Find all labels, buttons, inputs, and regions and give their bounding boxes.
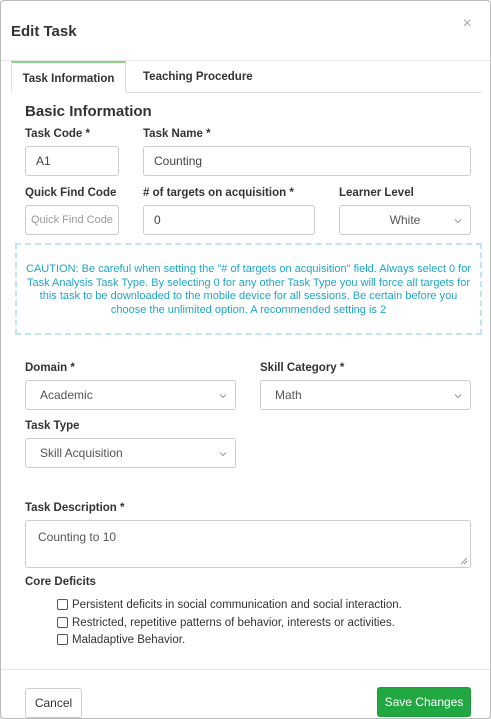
tab-bar bbox=[11, 61, 481, 93]
chevron-down-icon bbox=[219, 392, 227, 400]
checkbox[interactable] bbox=[57, 617, 68, 628]
checkbox[interactable] bbox=[57, 599, 68, 610]
chevron-down-icon bbox=[454, 217, 462, 225]
domain-select[interactable] bbox=[25, 380, 236, 410]
chevron-down-icon bbox=[219, 450, 227, 458]
core-deficit-label: Restricted, repetitive patterns of behavior, interests or activities. bbox=[72, 617, 395, 629]
resize-handle-icon[interactable] bbox=[460, 557, 468, 565]
task-description-value: Counting to 10 bbox=[38, 530, 117, 544]
learner-level-label: Learner Level bbox=[339, 187, 414, 199]
targets-input[interactable] bbox=[143, 205, 315, 235]
close-icon[interactable]: × bbox=[462, 15, 472, 32]
domain-label: Domain * bbox=[25, 362, 75, 374]
task-code-label: Task Code * bbox=[25, 128, 90, 140]
cancel-button[interactable]: Cancel bbox=[25, 688, 82, 718]
save-changes-button[interactable]: Save Changes bbox=[377, 687, 471, 717]
domain-value: Academic bbox=[40, 388, 93, 402]
core-deficit-label: Persistent deficits in social communication and social interaction. bbox=[72, 599, 402, 611]
modal-header bbox=[1, 1, 490, 61]
modal-title: Edit Task bbox=[11, 23, 77, 40]
task-name-label: Task Name * bbox=[143, 128, 211, 140]
core-deficit-label: Maladaptive Behavior. bbox=[72, 634, 186, 646]
core-deficits-label: Core Deficits bbox=[25, 576, 96, 588]
task-name-input[interactable] bbox=[143, 146, 471, 176]
task-type-value: Skill Acquisition bbox=[40, 446, 123, 460]
caution-notice: CAUTION: Be careful when setting the "# of targets on acquisition" field. Always select 0 for Task Analysis Task Type. By selecting 0 for any other Task Type you will force all targets for this task to be downloaded to the mobile device for all sessions. Be certain before you choose the unlimited option. A recommended setting is 2 bbox=[15, 243, 482, 335]
task-description-textarea[interactable] bbox=[25, 520, 471, 568]
tab-teaching-procedure[interactable]: Teaching Procedure bbox=[143, 71, 253, 83]
skill-category-select[interactable] bbox=[260, 380, 471, 410]
targets-label: # of targets on acquisition * bbox=[143, 187, 294, 199]
task-type-select[interactable] bbox=[25, 438, 236, 468]
quick-find-label: Quick Find Code bbox=[25, 187, 117, 199]
quick-find-input[interactable] bbox=[25, 205, 119, 235]
task-code-input[interactable] bbox=[25, 146, 119, 176]
skill-category-label: Skill Category * bbox=[260, 362, 345, 374]
section-title: Basic Information bbox=[25, 103, 152, 120]
learner-level-value: White bbox=[389, 213, 421, 227]
learner-level-select[interactable] bbox=[339, 205, 471, 235]
task-description-label: Task Description * bbox=[25, 502, 125, 514]
skill-category-value: Math bbox=[275, 388, 302, 402]
chevron-down-icon bbox=[454, 392, 462, 400]
checkbox[interactable] bbox=[57, 634, 68, 645]
task-type-label: Task Type bbox=[25, 420, 80, 432]
tab-task-information[interactable]: Task Information bbox=[11, 61, 126, 93]
